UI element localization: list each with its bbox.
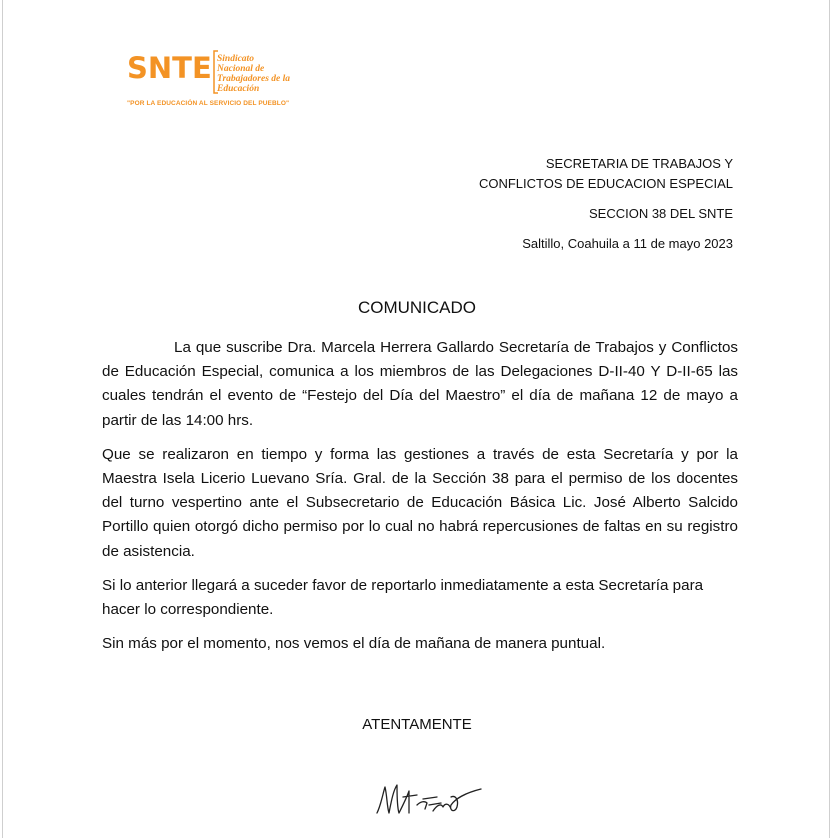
letterhead-info (479, 154, 733, 254)
body-paragraph: La que suscribe Dra. Marcela Herrera Gallardo Secretaría de Trabajos y Conflictos de Educación Especial, comunica a los miembros de las Delegaciones D-II-40 Y D-II-65 las cuales tendrán el evento de “Festejo del Día del Maestro” el día de mañana 12 de mayo a partir de las 14:00 hrs. (102, 339, 738, 429)
department-line-1: SECRETARIA DE TRABAJOS Y (545, 156, 733, 171)
logo-slogan: "POR LA EDUCACIÓN AL SERVICIO DEL PUEBLO" (127, 100, 290, 107)
body-paragraph: Sin más por el momento, nos vemos el día de mañana de manera puntual. (102, 635, 606, 653)
document-body (102, 336, 738, 666)
logo-name-line: Trabajadores de la (217, 74, 291, 84)
body-paragraph: Si lo anterior llegará a suceder favor de reportarlo inmediatamente a esta Secretaría para hacer lo correspondiente. (102, 576, 704, 619)
logo-name-line: Educación (217, 84, 260, 94)
logo-name-line: Sindicato (217, 54, 254, 64)
logo-organization-name (217, 54, 290, 94)
department-line-2: CONFLICTOS DE EDUCACION ESPECIAL (478, 176, 733, 191)
signature-icon (373, 775, 513, 825)
snte-logo (127, 48, 327, 118)
section-name: SECCION 38 DEL SNTE (588, 206, 733, 221)
closing-salutation: ATENTAMENTE (362, 716, 472, 733)
logo-bracket-icon (213, 50, 219, 94)
document-page (2, 0, 830, 838)
logo-mark-text: SNTE (127, 51, 212, 85)
document-title: COMUNICADO (357, 298, 477, 317)
body-paragraph: Que se realizaron en tiempo y forma las gestiones a través de esta Secretaría y por la Maestra Isela Licerio Luevano Sría. Gral. de la Sección 38 para el permiso de los docentes del turno vespertino ante el Subsecretario de Educación Básica Lic. José Alberto Salcido Portillo quien otorgó dicho permiso por lo cual no habrá repercusiones de faltas en su registro de asistencia. (102, 445, 738, 560)
logo-mark (127, 52, 212, 84)
place-date: Saltillo, Coahuila a 11 de mayo 2023 (522, 236, 733, 251)
logo-name-line: Nacional de (217, 64, 265, 74)
